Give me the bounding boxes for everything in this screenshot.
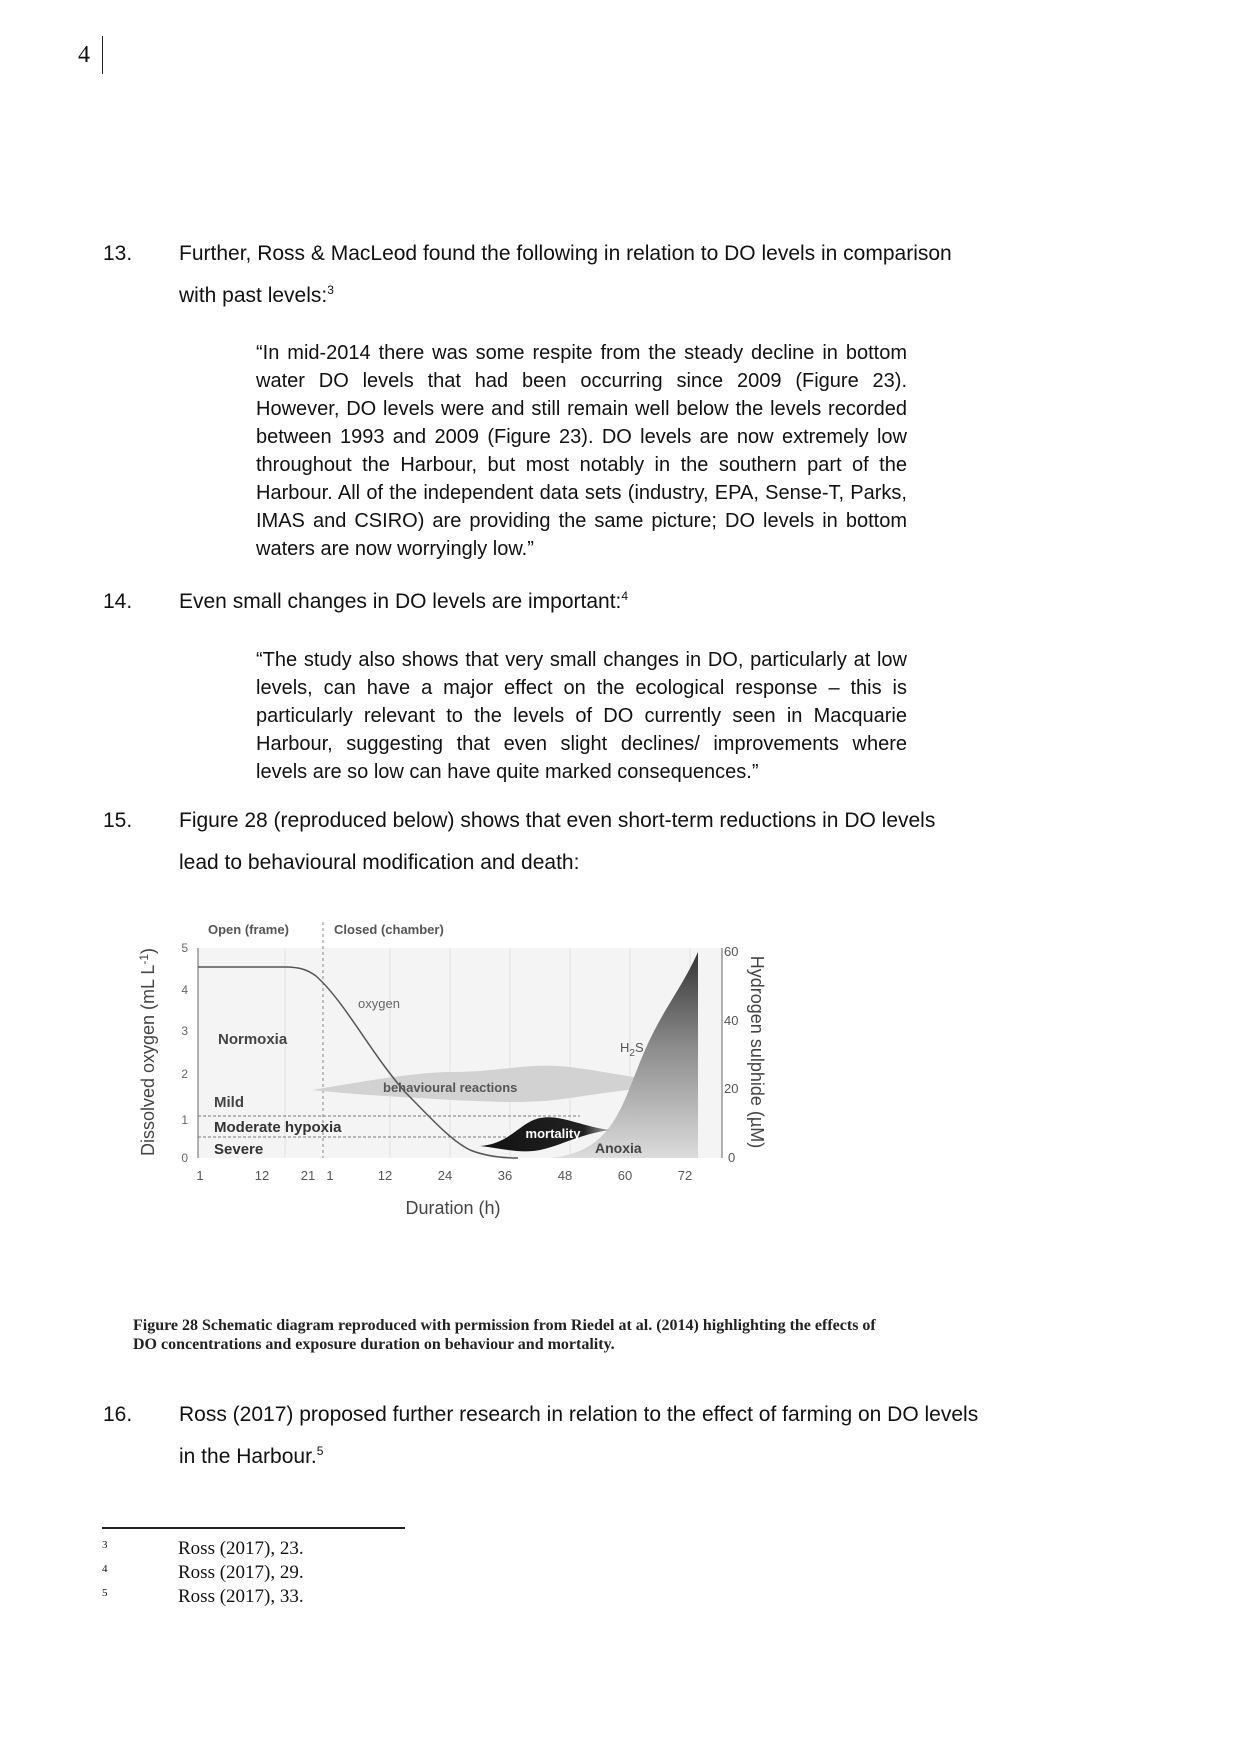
footnote-ref: 3 <box>327 283 334 297</box>
footnote-text: Ross (2017), 29. <box>178 1562 304 1583</box>
page-number-divider <box>102 36 103 74</box>
left-tick: 2 <box>181 1067 188 1081</box>
zone-normoxia: Normoxia <box>218 1031 288 1048</box>
h2s-label: $H_2S$ <box>620 1040 644 1059</box>
left-ticks <box>181 941 188 1165</box>
footnote <box>102 1537 702 1561</box>
x-tick: 1 <box>326 1168 334 1183</box>
right-tick: 0 <box>728 1150 736 1165</box>
footnote <box>102 1585 702 1609</box>
y-left-axis-label: Dissolved oxygen (mL $L^{-1}$) <box>137 947 158 1157</box>
right-tick: 20 <box>724 1081 739 1096</box>
paragraph-number: 15. <box>103 809 133 832</box>
paragraph-text: Figure 28 (reproduced below) shows that even short-term reductions in DO levels lead to behavioural modification and death: <box>179 809 936 874</box>
paragraph-text: Further, Ross & MacLeod found the following in relation to DO levels in comparison with past levels:$^3$ <box>179 242 952 307</box>
behavioural-reactions-label: behavioural reactions <box>383 1080 518 1095</box>
left-tick: 3 <box>181 1024 188 1038</box>
y-right-axis-label: Hydrogen sulphide (µM) <box>747 955 767 1149</box>
x-tick: 60 <box>617 1168 633 1183</box>
left-tick: 5 <box>181 941 188 955</box>
paragraph-number: 16. <box>103 1403 133 1426</box>
x-tick: 24 <box>437 1168 453 1183</box>
figure-caption: Figure 28 Schematic diagram reproduced with permission from Riedel at al. (2014) highlighting the effects of DO concentrations and exposure duration on behaviour and mortality. <box>133 1317 876 1353</box>
x-tick: 21 <box>300 1168 316 1183</box>
page-number: 4 <box>78 42 90 68</box>
zone-severe: Severe <box>214 1141 264 1158</box>
right-tick: 40 <box>724 1013 739 1028</box>
left-tick: 1 <box>181 1113 188 1127</box>
right-tick: 60 <box>724 944 739 959</box>
x-tick: 12 <box>377 1168 393 1183</box>
paragraph-text: Ross (2017) proposed further research in relation to the effect of farming on DO levels in the Harbour.$^5$ <box>179 1403 979 1468</box>
block-quote: “The study also shows that very small changes in DO, particularly at low levels, can have a major effect on the ecological response – this is particularly relevant to the levels of DO currently seen in Macquarie Harbour, suggesting that even slight declines/ improvements where levels are so low can have quite marked consequences.” <box>256 649 907 783</box>
paragraph-number: 14. <box>103 590 133 613</box>
paragraph-text: Even small changes in DO levels are important:$^4$ <box>179 589 629 613</box>
x-tick: 36 <box>497 1168 513 1183</box>
x-axis-label: Duration (h) <box>405 1198 501 1218</box>
x-tick: 72 <box>677 1168 693 1183</box>
x-tick: 48 <box>557 1168 573 1183</box>
footnote-text: Ross (2017), 23. <box>178 1538 304 1559</box>
left-tick: 4 <box>181 983 188 997</box>
footnote-ref: 4 <box>621 589 629 603</box>
x-tick: 1 <box>196 1168 204 1183</box>
footnote <box>102 1561 702 1585</box>
block-quote: “In mid-2014 there was some respite from the steady decline in bottom water DO levels that had been occurring since 2009 (Figure 23). However, DO levels were and still remain well below the levels recorded between 1993 and 2009 (Figure 23). DO levels are now extremely low throughout the Harbour, but most notably in the southern part of the Harbour. All of the independent data sets (industry, EPA, Sense-T, Parks, IMAS and CSIRO) are providing the same picture; DO levels in bottom waters are now worryingly low.” <box>256 342 907 560</box>
footnote-separator <box>102 1527 405 1529</box>
footnote-text: Ross (2017), 33. <box>178 1586 304 1607</box>
left-tick: 0 <box>181 1151 188 1165</box>
footnote-ref: 5 <box>316 1444 324 1458</box>
right-ticks <box>724 944 738 1165</box>
header-closed-chamber: Closed (chamber) <box>334 922 444 937</box>
header-open-frame: Open (frame) <box>208 922 289 937</box>
zone-mild: Mild <box>214 1094 244 1111</box>
x-tick: 12 <box>254 1168 270 1183</box>
footnote-mark: 4 <box>102 1563 108 1575</box>
zone-moderate-hypoxia: Moderate hypoxia <box>214 1119 342 1136</box>
paragraph-number: 13. <box>103 242 133 265</box>
do-duration-diagram <box>137 912 800 1304</box>
oxygen-label: oxygen <box>358 996 400 1011</box>
footnote-mark: 3 <box>102 1539 108 1551</box>
mortality-label: mortality <box>525 1126 581 1141</box>
footnote-mark: 5 <box>102 1587 108 1599</box>
x-ticks <box>196 1168 692 1183</box>
anoxia-label: Anoxia <box>595 1140 642 1156</box>
